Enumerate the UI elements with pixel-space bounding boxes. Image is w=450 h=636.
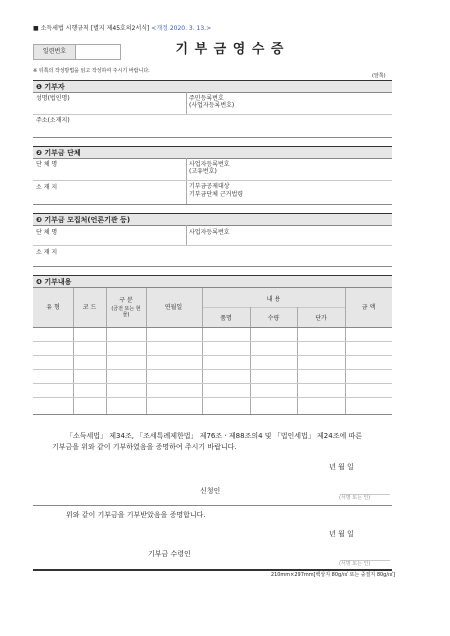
- instruction-text: ※ 뒤쪽의 작성방법을 읽고 작성하여 주시기 바랍니다.: [33, 68, 150, 74]
- donor-id-label-2: (사업자등록번호): [189, 102, 235, 109]
- revision-text: <개정 2020. 3. 13.>: [151, 25, 212, 32]
- statement-line-1: 「소득세법」 제34조, 「조세특례제한법」 제76조ㆍ제88조의4 및 「법인세법」 제24조에 따른: [66, 432, 362, 440]
- collector-name-label: 단 체 명: [36, 229, 58, 236]
- page-side-label: (앞쪽): [372, 73, 386, 79]
- org-header-bg: [33, 147, 392, 158]
- donor-id-label-1: 주민등록번호: [189, 95, 224, 102]
- divider: [33, 266, 392, 267]
- org-reg-label-2: (고유번호): [189, 168, 217, 175]
- details-heading: ❹ 기부내용: [36, 278, 72, 286]
- divider: [33, 180, 392, 181]
- page-title: 기 부 금 영 수 증: [175, 42, 285, 57]
- col-item-header: 품명: [220, 315, 232, 322]
- donor-address-label: 주소(소재지): [36, 117, 70, 124]
- table-row[interactable]: [33, 369, 392, 370]
- divider: [73, 288, 74, 414]
- collector-location-label: 소 재 지: [36, 249, 58, 256]
- confirmation-date: 년 월 일: [329, 530, 354, 538]
- table-header-bottom: [33, 327, 392, 328]
- divider: [146, 288, 147, 414]
- col-type-header: 유 형: [46, 304, 60, 311]
- divider: [33, 114, 392, 115]
- details-header-bg: [33, 276, 392, 287]
- table-row[interactable]: [33, 397, 392, 398]
- org-location-label: 소 재 지: [36, 184, 58, 191]
- divider: [33, 505, 392, 506]
- footer-divider: [33, 569, 392, 571]
- divider: [33, 204, 392, 205]
- table-row[interactable]: [33, 383, 392, 384]
- divider: [33, 137, 392, 138]
- statement-line-2: 기부금을 위와 같이 기부하였음을 증명하여 주시기 바랍니다.: [52, 443, 237, 451]
- col-qty-header: 수량: [267, 315, 280, 322]
- divider: [33, 245, 392, 246]
- divider: [345, 288, 346, 414]
- divider: [186, 92, 187, 114]
- org-name-label: 단 체 명: [36, 161, 58, 168]
- org-heading: ❷ 기부금 단체: [36, 149, 81, 157]
- donor-name-label: 성명(법인명): [36, 95, 70, 102]
- paper-spec: 210mm×297mm[백상지 80g/㎡ 또는 중질지 80g/㎡]: [270, 572, 395, 578]
- form-reference: [33, 25, 393, 32]
- table-bottom: [33, 414, 392, 415]
- donor-header-bg: [33, 81, 392, 92]
- receipt-no-label: 일련번호: [34, 45, 76, 59]
- table-row[interactable]: [33, 341, 392, 342]
- divider: [33, 225, 392, 226]
- col-code-header: 코 드: [82, 304, 97, 311]
- col-unit-price-header: 단가: [315, 315, 327, 322]
- divider: [33, 92, 392, 93]
- divider: [186, 158, 187, 204]
- col-category-header: 구 분: [119, 297, 133, 304]
- applicant-label: 신청인: [200, 487, 221, 495]
- table-row[interactable]: [33, 355, 392, 356]
- divider: [202, 307, 345, 308]
- divider: [106, 288, 107, 414]
- org-reg-label-1: 사업자등록번호: [189, 161, 230, 168]
- col-content-header: 내 용: [266, 296, 281, 303]
- divider: [202, 288, 203, 414]
- col-date-header: 연월일: [164, 304, 183, 311]
- col-category-sub: (금전 또는 현물): [111, 306, 141, 318]
- col-amount-header: 금 액: [361, 304, 376, 311]
- applicant-sign[interactable]: (서명 또는 인): [339, 495, 371, 501]
- recipient-sign[interactable]: (서명 또는 인): [339, 561, 371, 567]
- receipt-no-box: [33, 44, 121, 60]
- org-deduction-label-2: 기부금단체 근거법령: [189, 191, 244, 198]
- receipt-no-field[interactable]: [76, 45, 120, 59]
- divider: [186, 225, 187, 245]
- form-ref-text: ■ 소득세법 시행규칙 [별지 제45호의2서식]: [33, 25, 150, 32]
- statement-date: 년 월 일: [329, 463, 354, 471]
- divider: [33, 158, 392, 159]
- confirmation-text: 위와 같이 기부금을 기부받았음을 증명합니다.: [66, 511, 206, 519]
- recipient-label: 기부금 수령인: [148, 550, 191, 558]
- collector-reg-label: 사업자등록번호: [189, 229, 230, 236]
- collector-heading: ❸ 기부금 모집처(언론기관 등): [36, 216, 131, 224]
- donor-heading: ❶ 기부자: [36, 83, 65, 91]
- org-deduction-label-1: 기부금공제대상: [189, 183, 230, 190]
